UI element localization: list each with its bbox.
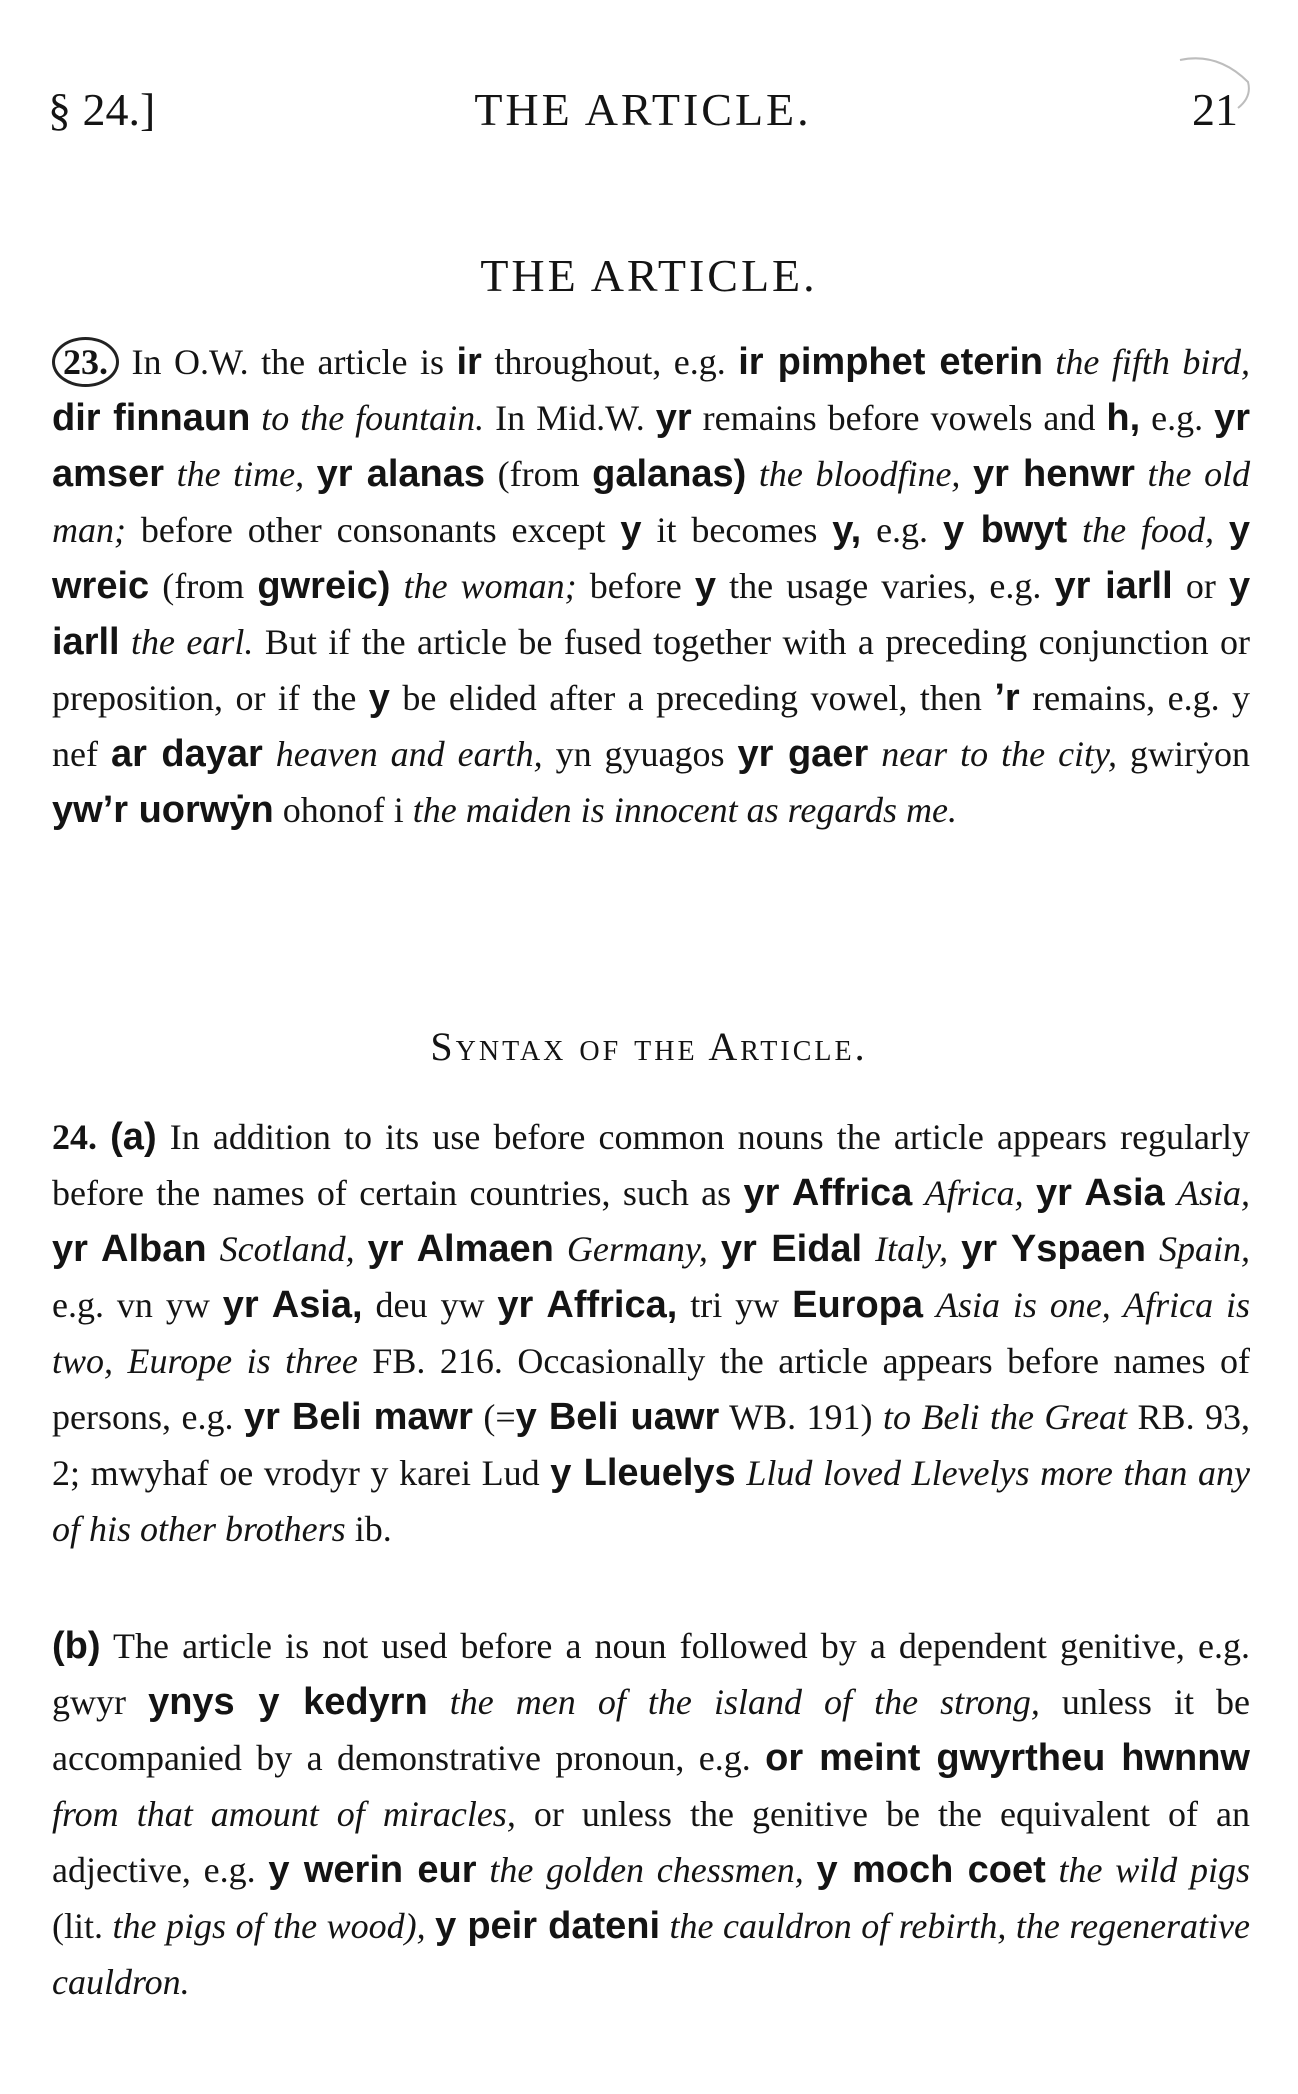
welsh-word: dir finnaun — [52, 397, 251, 439]
translation: the woman; — [403, 566, 577, 606]
translation: Germany, — [566, 1229, 708, 1269]
welsh-word: yr Affrica — [743, 1172, 913, 1214]
text: (= — [483, 1397, 516, 1437]
welsh-word: y wreic — [52, 509, 1251, 607]
text: RB. 93, 2; mwyhaf oe vrodyr y karei Lud — [52, 1397, 1251, 1493]
translation: the maiden is innocent as regards me. — [412, 790, 957, 830]
text: or — [1185, 566, 1216, 606]
welsh-word: y Lleuelys — [550, 1452, 736, 1494]
text: e.g. — [1151, 398, 1204, 438]
translation: the cauldron of rebirth, the regenerative cauldron. — [52, 1906, 1251, 2002]
welsh-word: yr Eidal — [720, 1228, 863, 1270]
text: ib. — [354, 1509, 392, 1549]
welsh-word: ’r — [994, 677, 1020, 719]
welsh-word: ir pimphet eterin — [738, 341, 1043, 383]
welsh-word: y moch coet — [816, 1849, 1046, 1891]
welsh-word: yr Alban — [52, 1228, 207, 1270]
header-title: THE ARTICLE. — [474, 84, 812, 135]
page-number: 21 — [1192, 84, 1238, 135]
text: FB. 216. Occasionally the article appears before names of persons, e.g. — [52, 1341, 1250, 1437]
welsh-word: gwreic) — [257, 565, 391, 607]
text: gwirẏon — [1130, 734, 1251, 774]
welsh-word: yr Asia — [1036, 1172, 1165, 1214]
paragraph-23 — [52, 334, 1250, 838]
text: remains, e.g. y nef — [52, 678, 1251, 774]
welsh-word: ir — [456, 341, 482, 383]
text: e.g. — [876, 510, 929, 550]
text: WB. 191) — [729, 1397, 873, 1437]
welsh-word: yr iarll — [1054, 565, 1173, 607]
welsh-word: y — [368, 677, 390, 719]
translation: Italy, — [875, 1229, 949, 1269]
text: ohonof i — [282, 790, 404, 830]
welsh-word: yr Yspaen — [961, 1228, 1147, 1270]
welsh-word: yr Beli mawr — [243, 1396, 473, 1438]
text: be elided after a preceding vowel, then — [402, 678, 982, 718]
welsh-word: Europa — [792, 1284, 924, 1326]
translation: Scotland, — [219, 1229, 355, 1269]
translation: the old man; — [52, 454, 1251, 550]
translation: the wild pigs — [1058, 1850, 1251, 1890]
translation: Asia is one, Africa is two, Europe is three — [52, 1285, 1251, 1381]
text: In O.W. the article is — [131, 342, 444, 382]
text: The article is not used before a noun followed by a dependent genitive, e.g. gwyr — [52, 1626, 1251, 1722]
welsh-word: yr alanas — [316, 453, 486, 495]
welsh-word: y bwyt — [942, 509, 1068, 551]
welsh-word: yr Asia, — [222, 1284, 363, 1326]
text: before — [589, 566, 682, 606]
chapter-heading: THE ARTICLE. — [480, 250, 818, 301]
text: it becomes — [656, 510, 818, 550]
welsh-word: y — [620, 509, 642, 551]
text: But if the article be fused together with a preceding conjunction or preposition, or if the — [52, 622, 1251, 718]
text: deu yw — [375, 1285, 485, 1325]
translation: near to the city, — [881, 734, 1118, 774]
text: before other consonants except — [140, 510, 606, 550]
welsh-word: yr Affrica, — [497, 1284, 678, 1326]
text: (from — [162, 566, 245, 606]
translation: to Beli the Great — [883, 1397, 1128, 1437]
translation: the time, — [176, 454, 305, 494]
welsh-word: ynys y kedyrn — [148, 1681, 428, 1723]
header-section-ref: § 24.] — [48, 84, 156, 135]
text: (from — [497, 454, 580, 494]
text: remains before vowels and — [702, 398, 1096, 438]
welsh-word: y Beli uawr — [515, 1396, 720, 1438]
translation: the food, — [1082, 510, 1214, 550]
welsh-word: galanas) — [592, 453, 747, 495]
welsh-word: yw’r uorwẏn — [52, 789, 274, 831]
paragraph-number: 24. — [52, 1117, 97, 1157]
translation: the men of the island of the strong, — [449, 1682, 1040, 1722]
text: In Mid.W. — [495, 398, 645, 438]
text: In addition to its use before common nouns the article appears regularly before the names of certain countries, such as — [52, 1117, 1251, 1213]
translation: to the fountain. — [261, 398, 485, 438]
translation: the earl. — [131, 622, 254, 662]
translation: Asia, — [1177, 1173, 1251, 1213]
welsh-word: yr gaer — [737, 733, 869, 775]
welsh-word: y — [694, 565, 716, 607]
translation: Llud loved Llevelys more than any of his other brothers — [52, 1453, 1251, 1549]
text: e.g. vn yw — [52, 1285, 210, 1325]
text: throughout, e.g. — [494, 342, 726, 382]
text: yn gyuagos — [555, 734, 725, 774]
paragraph-24a — [52, 1109, 1250, 1557]
welsh-word: yr Almaen — [367, 1228, 554, 1270]
translation: heaven and earth, — [275, 734, 543, 774]
translation: the fifth bird, — [1055, 342, 1251, 382]
subsection-label: (a) — [110, 1116, 157, 1158]
welsh-word: yr amser — [52, 397, 1250, 495]
text: the usage varies, e.g. — [729, 566, 1042, 606]
text: unless it be accompanied by a demonstrative pronoun, e.g. — [52, 1682, 1251, 1778]
welsh-word: y werin eur — [268, 1849, 477, 1891]
paragraph-number-circled: 23. — [52, 337, 119, 387]
welsh-word: h, — [1106, 397, 1141, 439]
text: (lit. — [52, 1906, 103, 1946]
translation: from that amount of miracles, — [52, 1794, 516, 1834]
text: or unless the genitive be the equivalent of an adjective, e.g. — [52, 1794, 1250, 1890]
welsh-word: y peir dateni — [435, 1905, 661, 1947]
translation: Spain, — [1159, 1229, 1251, 1269]
welsh-word: y, — [832, 509, 862, 551]
paragraph-24b — [52, 1618, 1250, 2010]
text: tri yw — [690, 1285, 780, 1325]
translation: Africa, — [924, 1173, 1024, 1213]
welsh-word: yr henwr — [973, 453, 1135, 495]
running-header — [48, 82, 1238, 138]
section-heading-syntax: Syntax of the Article. — [430, 1024, 868, 1069]
subsection-label: (b) — [52, 1625, 101, 1667]
welsh-word: ar dayar — [110, 733, 263, 775]
translation: the pigs of the wood), — [112, 1906, 426, 1946]
translation: the golden chessmen, — [489, 1850, 804, 1890]
welsh-word: or meint gwyrtheu hwnnw — [765, 1737, 1250, 1779]
translation: the bloodfine, — [758, 454, 961, 494]
welsh-word: y iarll — [52, 565, 1251, 663]
welsh-word: yr — [655, 397, 692, 439]
